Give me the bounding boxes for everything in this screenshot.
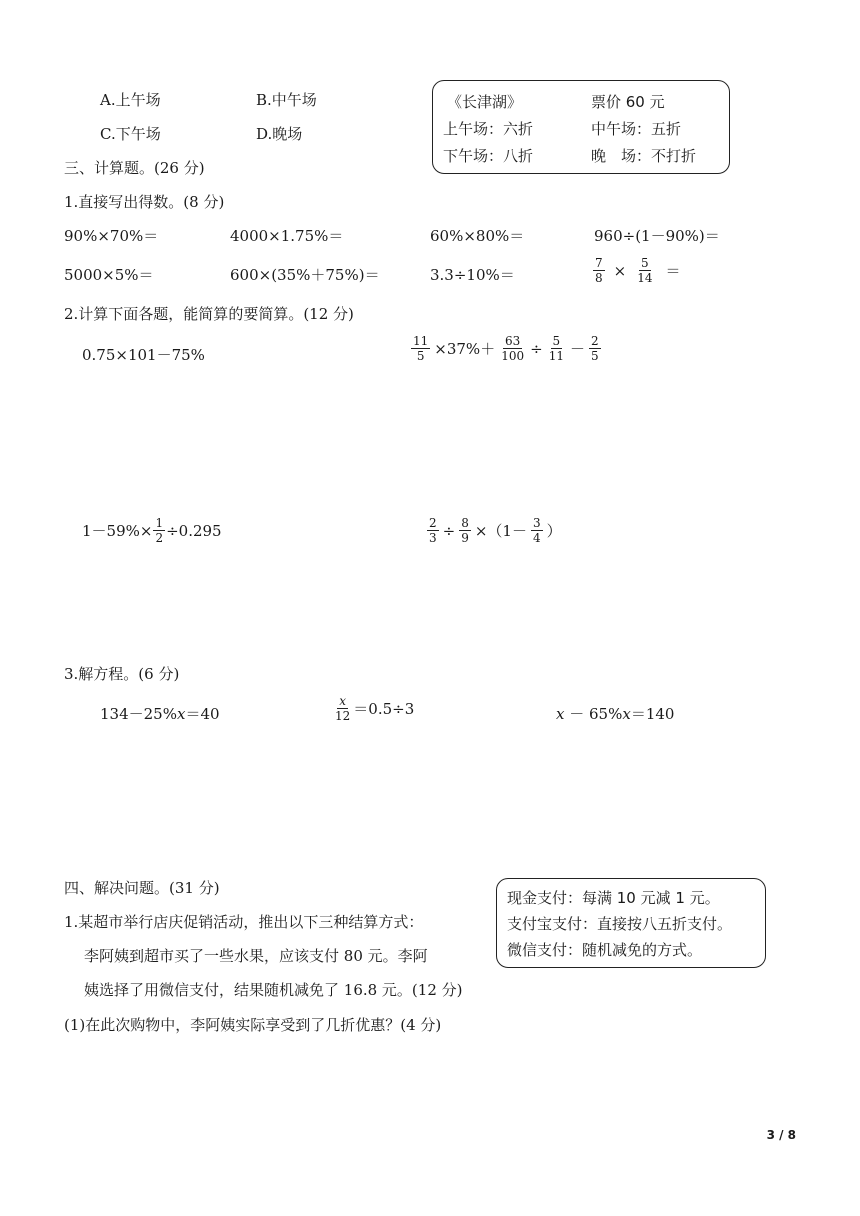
movie-title: 《长津湖》 — [447, 93, 523, 111]
wechat-payment: 微信支付：随机减免的方式。 — [507, 941, 703, 959]
afternoon-discount: 下午场：八折 — [443, 147, 534, 165]
payment-methods-box — [496, 878, 766, 968]
problem-1-line-1: 1.某超市举行店庆促销活动，推出以下三种结算方式： — [64, 913, 424, 931]
q2-title: 2.计算下面各题，能简算的要简算。(12 分) — [64, 305, 354, 323]
cash-payment: 现金支付：每满 10 元减 1 元。 — [507, 889, 720, 907]
page-number: 3 / 8 — [766, 1128, 796, 1142]
ticket-price: 票价 60 元 — [591, 93, 665, 111]
expr-3: 1－59%× $\frac{1}{2}$ ÷0.295 — [82, 516, 222, 545]
ticket-price-box — [432, 80, 730, 174]
problem-1-sub-1: (1)在此次购物中，李阿姨实际享受到了几折优惠？(4 分) — [64, 1016, 442, 1034]
section3-title: 三、计算题。(26 分) — [64, 159, 205, 177]
calc-item-3: 60%×80%＝ — [430, 227, 525, 245]
morning-discount: 上午场：六折 — [443, 120, 534, 138]
fraction: $\frac{7}{8}$ — [595, 256, 603, 285]
equation-2: $\frac{x}{12}$ ＝0.5÷3 — [335, 694, 415, 723]
calc-item-2: 4000×1.75%＝ — [230, 227, 344, 245]
evening-discount: 晚 场：不打折 — [591, 147, 697, 165]
calc-item-8: $\frac{7}{8}$ × $\frac{5}{14}$ ＝ — [595, 256, 681, 285]
problem-1-line-2: 李阿姨到超市买了一些水果，应该支付 80 元。李阿 — [84, 947, 428, 965]
expr-1: 0.75×101－75% — [82, 346, 205, 364]
option-c: C.下午场 — [100, 125, 161, 143]
calc-item-6: 600×(35%＋75%)＝ — [230, 266, 380, 284]
q1-title: 1.直接写出得数。(8 分) — [64, 193, 225, 211]
option-a: A.上午场 — [100, 91, 161, 109]
expr-2: $\frac{11}{5}$ ×37%＋ $\frac{63}{100}$ ÷ $\frac{5}{11}$ － $\frac{2}{5}$ — [413, 334, 599, 363]
fraction: $\frac{5}{14}$ — [637, 256, 653, 285]
section4-title: 四、解决问题。(31 分) — [64, 879, 220, 897]
noon-discount: 中午场：五折 — [591, 120, 682, 138]
equation-1: 134－25%x＝40 — [100, 705, 220, 723]
option-d: D.晚场 — [256, 125, 303, 143]
problem-1-line-3: 姨选择了用微信支付，结果随机减免了 16.8 元。(12 分) — [84, 981, 463, 999]
calc-item-5: 5000×5%＝ — [64, 266, 154, 284]
option-b: B.中午场 — [256, 91, 317, 109]
expr-4: $\frac{2}{3}$ ÷ $\frac{8}{9}$ ×（1－ $\frac{3}{4}$ ） — [429, 516, 562, 545]
equation-3: x － 65%x＝140 — [556, 705, 675, 723]
q3-title: 3.解方程。(6 分) — [64, 665, 180, 683]
calc-item-7: 3.3÷10%＝ — [430, 266, 515, 284]
calc-item-1: 90%×70%＝ — [64, 227, 159, 245]
alipay-payment: 支付宝支付：直接按八五折支付。 — [507, 915, 733, 933]
calc-item-4: 960÷(1－90%)＝ — [594, 227, 720, 245]
